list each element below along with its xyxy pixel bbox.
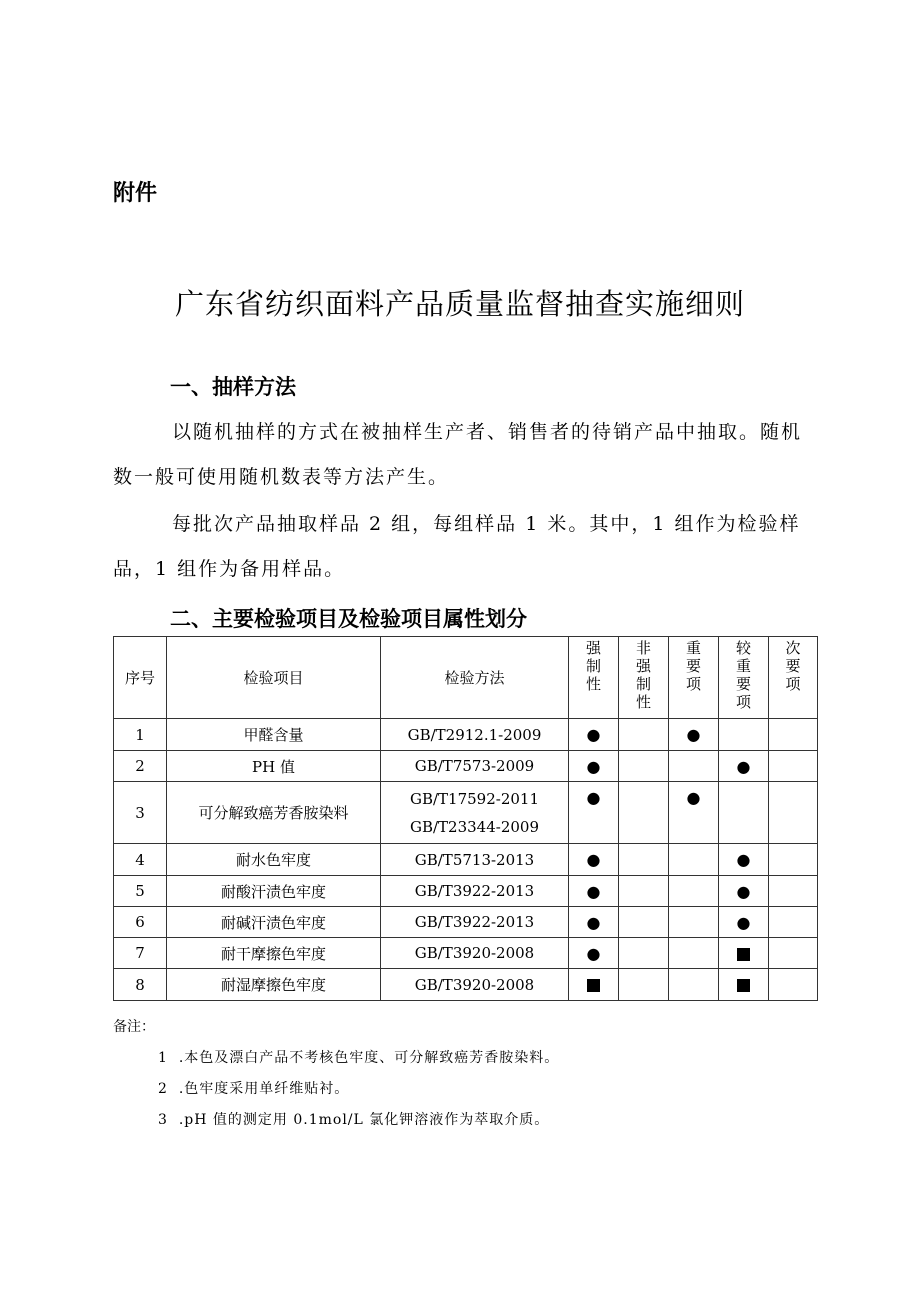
header-fairly-important: 较重要项 xyxy=(719,637,769,719)
cell-no: 4 xyxy=(114,844,167,876)
cell-method xyxy=(381,719,569,751)
cell-no: 3 xyxy=(114,782,167,844)
cell-minor xyxy=(769,938,818,969)
cell-item: 耐酸汗渍色牢度 xyxy=(167,876,381,907)
dot-marker-icon: ● xyxy=(586,881,601,901)
note-item: 1 .本色及漂白产品不考核色牢度、可分解致癌芳香胺染料。 xyxy=(158,1050,560,1066)
cell-no: 6 xyxy=(114,907,167,938)
cell-item: 耐干摩擦色牢度 xyxy=(167,938,381,969)
table-row xyxy=(114,876,818,907)
dot-marker-icon: ● xyxy=(586,912,601,932)
cell-fairly-important xyxy=(719,876,769,907)
method-standard: GB/T3920-2008 xyxy=(414,944,535,962)
section1-paragraph2: 每批次产品抽取样品 2 组，每组样品 1 米。其中，1 组作为检验样品，1 组作为备用样品。 xyxy=(113,513,801,580)
cell-non-mandatory xyxy=(619,751,669,782)
attachment-label: 附件 xyxy=(113,181,158,206)
cell-minor xyxy=(769,719,818,751)
method-standard: GB/T3920-2008 xyxy=(414,975,535,994)
table-row xyxy=(114,782,818,844)
square-marker-icon xyxy=(587,979,600,992)
header-minor: 次要项 xyxy=(769,637,818,719)
table-row xyxy=(114,844,818,876)
method-standard: GB/T3922-2013 xyxy=(414,882,535,900)
cell-important xyxy=(669,907,719,938)
cell-non-mandatory xyxy=(619,938,669,969)
method-standard: GB/T5713-2013 xyxy=(414,850,535,869)
table-row xyxy=(114,719,818,751)
cell-non-mandatory xyxy=(619,782,669,844)
cell-no: 2 xyxy=(114,751,167,782)
cell-minor xyxy=(769,907,818,938)
cell-no: 1 xyxy=(114,719,167,751)
header-no: 序号 xyxy=(114,637,167,719)
cell-method xyxy=(381,938,569,969)
inspection-items-table xyxy=(113,636,818,1001)
table-row xyxy=(114,907,818,938)
dot-marker-icon: ● xyxy=(686,788,701,807)
note-item: 3 .pH 值的测定用 0.1mol/L 氯化钾溶液作为萃取介质。 xyxy=(158,1112,550,1128)
cell-item: 耐湿摩擦色牢度 xyxy=(167,969,381,1001)
cell-item: 甲醛含量 xyxy=(167,719,381,751)
header-non-mandatory: 非强制性 xyxy=(619,637,669,719)
cell-mandatory xyxy=(569,719,619,751)
cell-no: 5 xyxy=(114,876,167,907)
dot-marker-icon: ● xyxy=(686,725,701,744)
cell-important xyxy=(669,938,719,969)
cell-mandatory xyxy=(569,938,619,969)
cell-important xyxy=(669,876,719,907)
table-row xyxy=(114,938,818,969)
cell-non-mandatory xyxy=(619,969,669,1001)
table-header-row xyxy=(114,637,818,719)
dot-marker-icon: ● xyxy=(736,912,751,932)
dot-marker-icon: ● xyxy=(736,756,751,776)
cell-method xyxy=(381,751,569,782)
header-important: 重要项 xyxy=(669,637,719,719)
cell-item: 耐碱汗渍色牢度 xyxy=(167,907,381,938)
cell-non-mandatory xyxy=(619,907,669,938)
header-mandatory: 强制性 xyxy=(569,637,619,719)
cell-minor xyxy=(769,751,818,782)
dot-marker-icon: ● xyxy=(586,788,601,807)
cell-item: 可分解致癌芳香胺染料 xyxy=(167,782,381,844)
cell-important xyxy=(669,782,719,844)
cell-non-mandatory xyxy=(619,876,669,907)
header-item: 检验项目 xyxy=(167,637,381,719)
method-standard: GB/T23344-2009 xyxy=(409,817,540,836)
cell-fairly-important xyxy=(719,938,769,969)
cell-fairly-important xyxy=(719,907,769,938)
cell-mandatory xyxy=(569,876,619,907)
square-marker-icon xyxy=(737,948,750,961)
section1-paragraph1: 以随机抽样的方式在被抽样生产者、销售者的待销产品中抽取。随机数一般可使用随机数表等方法产生。 xyxy=(113,421,803,488)
cell-method xyxy=(381,844,569,876)
cell-important xyxy=(669,751,719,782)
section1-heading: 一、抽样方法 xyxy=(170,375,296,399)
cell-no: 8 xyxy=(114,969,167,1001)
dot-marker-icon: ● xyxy=(736,881,751,901)
cell-minor xyxy=(769,969,818,1001)
dot-marker-icon: ● xyxy=(586,756,601,776)
cell-no: 7 xyxy=(114,938,167,969)
cell-method xyxy=(381,876,569,907)
method-standard: GB/T3922-2013 xyxy=(414,913,535,931)
dot-marker-icon: ● xyxy=(586,943,601,963)
cell-fairly-important xyxy=(719,782,769,844)
cell-non-mandatory xyxy=(619,719,669,751)
cell-important xyxy=(669,969,719,1001)
cell-fairly-important xyxy=(719,969,769,1001)
note-item: 2 .色牢度采用单纤维贴衬。 xyxy=(158,1081,350,1097)
cell-item: PH 值 xyxy=(167,751,381,782)
cell-minor xyxy=(769,844,818,876)
cell-method xyxy=(381,969,569,1001)
cell-fairly-important xyxy=(719,751,769,782)
cell-non-mandatory xyxy=(619,844,669,876)
cell-item: 耐水色牢度 xyxy=(167,844,381,876)
table-row xyxy=(114,969,818,1001)
table-row xyxy=(114,751,818,782)
method-standard: GB/T17592-2011 xyxy=(409,789,540,808)
cell-mandatory xyxy=(569,782,619,844)
cell-method xyxy=(381,907,569,938)
method-standard: GB/T7573-2009 xyxy=(414,757,535,775)
method-standard: GB/T2912.1-2009 xyxy=(407,725,542,744)
dot-marker-icon: ● xyxy=(586,725,601,744)
cell-mandatory xyxy=(569,844,619,876)
cell-mandatory xyxy=(569,907,619,938)
cell-mandatory xyxy=(569,969,619,1001)
header-method: 检验方法 xyxy=(381,637,569,719)
page-title: 广东省纺织面料产品质量监督抽查实施细则 xyxy=(174,287,745,321)
cell-mandatory xyxy=(569,751,619,782)
cell-fairly-important xyxy=(719,844,769,876)
square-marker-icon xyxy=(737,979,750,992)
cell-minor xyxy=(769,876,818,907)
section2-heading: 二、主要检验项目及检验项目属性划分 xyxy=(170,607,527,631)
cell-method xyxy=(381,782,569,844)
dot-marker-icon: ● xyxy=(586,850,601,869)
notes-label: 备注： xyxy=(113,1019,155,1035)
cell-important xyxy=(669,719,719,751)
cell-important xyxy=(669,844,719,876)
cell-fairly-important xyxy=(719,719,769,751)
dot-marker-icon: ● xyxy=(736,850,751,869)
cell-minor xyxy=(769,782,818,844)
